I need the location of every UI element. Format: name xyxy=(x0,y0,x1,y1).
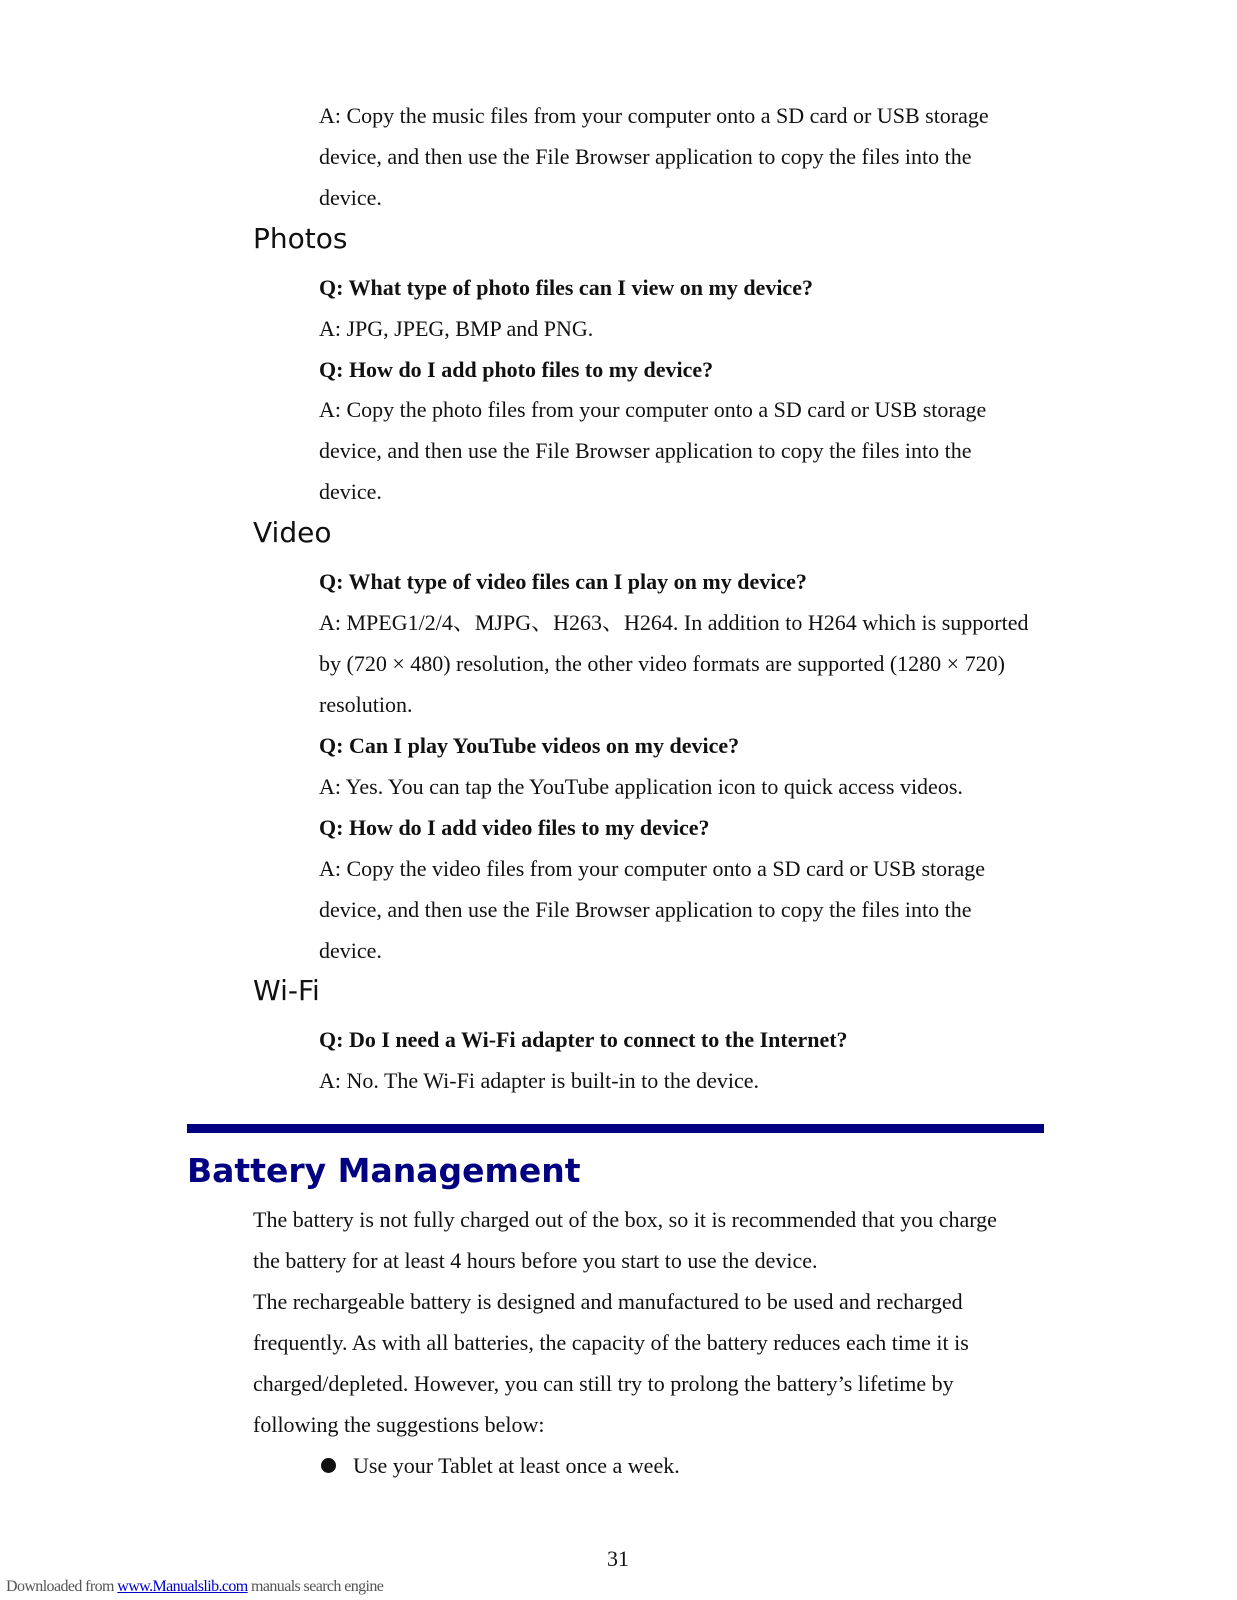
battery-paragraph-1-line-2: the battery for at least 4 hours before you start to use the device. xyxy=(253,1248,818,1273)
footer-suffix: manuals search engine xyxy=(247,1578,384,1595)
video-question-2: Q: Can I play YouTube videos on my device? xyxy=(319,733,740,758)
battery-paragraph-2-line-4: following the suggestions below: xyxy=(253,1412,545,1437)
video-answer-1-line-1: A: MPEG1/2/4、MJPG、H263、H264. In addition to H264 which is supported xyxy=(319,610,1029,635)
music-answer-line-3: device. xyxy=(319,185,382,210)
video-question-3: Q: How do I add video files to my device? xyxy=(319,815,710,840)
footer-prefix: Downloaded from xyxy=(6,1578,118,1595)
page-number: 31 xyxy=(607,1546,629,1571)
video-answer-1-line-2: by (720 × 480) resolution, the other video formats are supported (1280 × 720) xyxy=(319,651,1005,676)
video-answer-2: A: Yes. You can tap the YouTube application icon to quick access videos. xyxy=(319,774,963,799)
photos-answer-1: A: JPG, JPEG, BMP and PNG. xyxy=(319,316,594,341)
bullet-icon xyxy=(321,1458,336,1473)
wifi-answer-1: A: No. The Wi-Fi adapter is built-in to the device. xyxy=(319,1068,760,1093)
video-answer-3-line-3: device. xyxy=(319,938,382,963)
photos-question-2: Q: How do I add photo files to my device? xyxy=(319,357,714,382)
photos-answer-2-line-2: device, and then use the File Browser application to copy the files into the xyxy=(319,438,972,463)
video-answer-3-line-2: device, and then use the File Browser application to copy the files into the xyxy=(319,897,972,922)
battery-bullet-1: Use your Tablet at least once a week. xyxy=(353,1453,680,1478)
battery-paragraph-2-line-2: frequently. As with all batteries, the capacity of the battery reduces each time it is xyxy=(253,1330,969,1355)
manualslib-link[interactable]: www.Manualslib.com xyxy=(117,1578,248,1595)
download-footer xyxy=(6,1578,383,1596)
photos-answer-2-line-3: device. xyxy=(319,479,382,504)
photos-question-1: Q: What type of photo files can I view on my device? xyxy=(319,275,813,300)
photos-heading: Photos xyxy=(253,222,348,255)
music-answer-line-2: device, and then use the File Browser application to copy the files into the xyxy=(319,144,972,169)
video-answer-3-line-1: A: Copy the video files from your computer onto a SD card or USB storage xyxy=(319,856,985,881)
battery-paragraph-2-line-3: charged/depleted. However, you can still try to prolong the battery’s lifetime by xyxy=(253,1371,954,1396)
wifi-question-1: Q: Do I need a Wi-Fi adapter to connect to the Internet? xyxy=(319,1027,848,1052)
photos-answer-2-line-1: A: Copy the photo files from your computer onto a SD card or USB storage xyxy=(319,397,987,422)
battery-section-title: Battery Management xyxy=(187,1151,581,1190)
music-answer-line-1: A: Copy the music files from your computer onto a SD card or USB storage xyxy=(319,103,989,128)
video-answer-1-line-3: resolution. xyxy=(319,692,413,717)
video-heading: Video xyxy=(253,516,332,549)
battery-paragraph-1-line-1: The battery is not fully charged out of the box, so it is recommended that you charge xyxy=(253,1207,997,1232)
video-question-1: Q: What type of video files can I play on my device? xyxy=(319,569,807,594)
battery-paragraph-2-line-1: The rechargeable battery is designed and manufactured to be used and recharged xyxy=(253,1289,963,1314)
wifi-heading: Wi-Fi xyxy=(253,974,320,1007)
section-divider xyxy=(187,1124,1044,1133)
